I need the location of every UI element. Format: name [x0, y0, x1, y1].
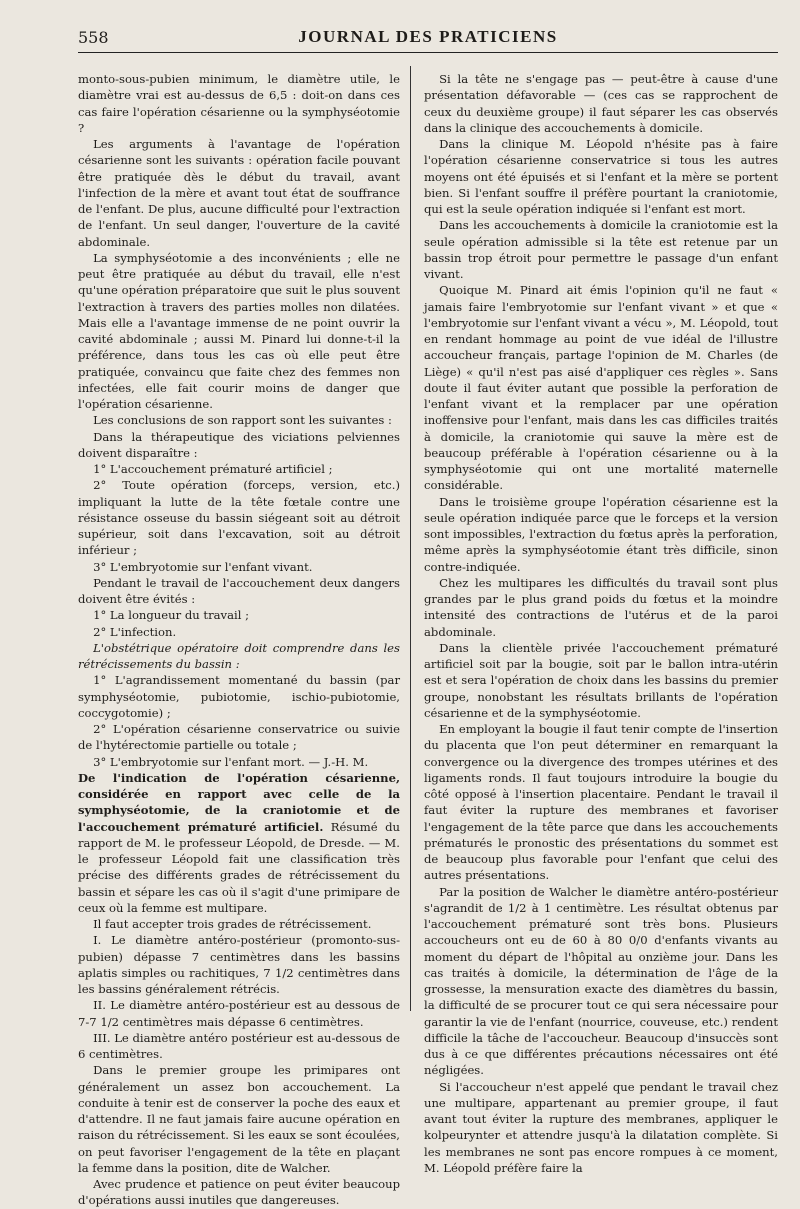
paragraph: Il faut accepter trois grades de rétrécissement.: [93, 917, 372, 931]
paragraph: III. Le diamètre antéro postérieur est au-dessous de 6 centimètres.: [78, 1030, 400, 1061]
paragraph: Chez les multipares les difficultés du travail sont plus grandes par le plus grand poids du fœtus et la moindre intensité des contractions de l'utérus et de la paroi abdominale.: [424, 575, 778, 639]
paragraph: 3° L'embryotomie sur l'enfant vivant.: [93, 559, 313, 574]
paragraph: 2° L'infection.: [93, 624, 177, 639]
paragraph: 1° L'agrandissement momentané du bassin (par symphyséotomie, pubiotomie, ischio-pubiotomie, coccygotomie) ;: [78, 673, 400, 720]
paragraph: L'obstétrique opératoire doit comprendre dans les rétrécissements du bassin :: [78, 640, 400, 671]
paragraph: Dans la clinique M. Léopold n'hésite pas à faire l'opération césarienne conservatrice si tous les autres moyens ont été épuisés et si l'enfant et la mère se portent bien. Si l'enfant souffre il préfère pourtant la craniotomie, qui est la seule opération indiquée si l'enfant est mort.: [424, 137, 778, 216]
paragraph: Dans le troisième groupe l'opération césarienne est la seule opération indiquée parce que le forceps et la version sont impossibles, l'extraction du fœtus après la perforation, même après la symphyséotomie étant très difficile, sinon contre-indiquée.: [424, 494, 778, 574]
paragraph: [78, 770, 400, 916]
section-title: De l'indication de l'opération césarienne, considérée en rapport avec celle de la symphyséotomie, de la craniotomie et de l'accouchement prématuré artificiel.: [78, 770, 400, 834]
paragraph: Quoique M. Pinard ait émis l'opinion qu'il ne faut « jamais faire l'embryotomie sur l'enfant vivant » et que « l'embryotomie sur l'enfant vivant a vécu », M. Léopold, tout en rendant hommage au point de vue idéal de l'illustre accoucheur français, partage l'opinion de M. Charles (de Liège) « qu'il n'est pas aisé d'appliquer ces règles ». Sans doute il faut éviter autant que possible la perforation de l'enfant vivant et la remplacer par une opération inoffensive pour l'enfant, mais dans les cas difficiles traités à domicile, la craniotomie qui sauve la mère est de beaucoup préférable à l'opération césarienne ou à la symphyséotomie qui ont une mortalité maternelle considérable.: [424, 283, 778, 493]
paragraph: monto-sous-pubien minimum, le diamètre utile, le diamètre vrai est au-dessus de 6,5 : doit-on dans ces cas faire l'opération césarienne ou la symphyséotomie ?: [78, 72, 400, 135]
paragraph: 1° La longueur du travail ;: [93, 608, 249, 623]
left-column: [78, 71, 400, 1209]
paragraph: Avec prudence et patience on peut éviter beaucoup d'opérations aussi inutiles que dangereuses.: [78, 1177, 400, 1208]
right-column: [424, 71, 778, 1176]
paragraph: Dans le premier groupe les primipares ont généralement un assez bon accouchement. La conduite à tenir est de conserver la poche des eaux et d'attendre. Il ne faut jamais faire aucune opération en raison du rétrécissement. Si les eaux se sont écoulées, on peut favoriser l'engagement de la tête en plaçant la femme dans la position, dite de Walcher.: [78, 1063, 400, 1175]
section-text: Résumé du rapport de M. le professeur Léopold, de Dresde. — M. le professeur Léopold fait une classification très précise des différents grades de rétrécissement du bassin et sépare les cas où il s'agit d'une primipare de ceux où la femme est multipare.: [78, 819, 400, 915]
column-divider: [410, 66, 411, 1011]
paragraph: II. Le diamètre antéro-postérieur est au dessous de 7-7 1/2 centimètres mais dépasse 6 centimètres.: [78, 998, 400, 1029]
paragraph: Dans la clientèle privée l'accouchement prématuré artificiel soit par la bougie, soit par le ballon intra-utérin est et sera l'opération de choix dans les bassins du premier groupe, nonobstant les résultats brillants de l'opération césarienne et de la symphyséotomie.: [424, 640, 778, 720]
paragraph: Si l'accoucheur n'est appelé que pendant le travail chez une multipare, appartenant au premier groupe, il faut avant tout éviter la rupture des membranes, appliquer le kolpeurynter et attendre jusqu'à la dilatation complète. Si les membranes ne sont pas encore rompues à ce moment, M. Léopold préfère faire la: [424, 1079, 778, 1175]
paragraph: Par la position de Walcher le diamètre antéro-postérieur s'agrandit de 1/2 à 1 centimètre. Les résultat obtenus par l'accouchement prématuré sont très bons. Plusieurs accoucheurs ont eu de 60 à 80 0/0 d'enfants vivants au moment du départ de l'hôpital au onzième jour. Dans les cas traités à domicile, la détermination de l'âge de la grossesse, la mensuration exacte des diamètres du bassin, la difficulté de se procurer tout ce qui sera nécessaire pour garantir la vie de l'enfant (nourrice, couveuse, etc.) rendent difficile la tâche de l'accoucheur. Beaucoup d'insuccès sont dus à ce que différentes précautions nécessaires ont été négligées.: [424, 884, 778, 1078]
page-header: [78, 22, 778, 53]
paragraph: Dans la thérapeutique des viciations pelviennes doivent disparaître :: [78, 429, 400, 460]
paragraph: 2° Toute opération (forceps, version, etc.) impliquant la lutte de la tête fœtale contre une résistance osseuse du bassin siégeant soit au détroit supérieur, soit dans l'excavation, soit au détroit inférieur ;: [78, 478, 400, 558]
paragraph: 1° L'accouchement prématuré artificiel ;: [93, 462, 333, 476]
paragraph: 3° L'embryotomie sur l'enfant mort. — J.-H. M.: [93, 754, 369, 769]
paragraph: Les arguments à l'avantage de l'opération césarienne sont les suivants : opération facile pouvant être pratiquée dès le début du travail, avant l'infection de la mère et avant tout état de souffrance de l'enfant. De plus, aucune difficulté pour l'extraction de l'enfant. Un seul danger, l'ouverture de la cavité abdominale.: [78, 137, 400, 249]
journal-title: JOURNAL DES PRATICIENS: [298, 27, 558, 46]
paragraph: Dans les accouchements à domicile la craniotomie est la seule opération admissible si la tête est retenue par un bassin trop étroit pour permettre le passage d'un enfant vivant.: [424, 218, 778, 281]
paragraph: Les conclusions de son rapport sont les suivantes :: [93, 413, 392, 428]
paragraph: 2° L'opération césarienne conservatrice ou suivie de l'hytérectomie partielle ou totale ;: [78, 722, 400, 753]
paragraph: I. Le diamètre antéro-postérieur (promonto-sus-pubien) dépasse 7 centimètres dans les bassins aplatis simples ou rachitiques, 7 1/2 centimètres dans les bassins généralement rétrécis.: [78, 933, 400, 996]
paragraph: En employant la bougie il faut tenir compte de l'insertion du placenta que l'on peut déterminer en remarquant la convergence ou la divergence des trompes utérines et des ligaments ronds. Il faut toujours introduire la bougie du côté opposé à l'insertion placentaire. Pendant le travail il faut éviter la rupture des membranes et favoriser l'engagement de la tête parce que dans les accouchements prématurés le pronostic des présentations du sommet est de beaucoup plus favorable pour l'enfant que celui des autres présentations.: [424, 722, 778, 883]
paragraph: La symphyséotomie a des inconvénients ; elle ne peut être pratiquée au début du travail, elle n'est qu'une opération préparatoire que suit le plus souvent l'extraction à travers des parties molles non dilatées. Mais elle a l'avantage immense de ne point ouvrir la cavité abdominale ; aussi M. Pinard lui donne-t-il la préférence, dans tous les cas où elle peut être pratiquée, convaincu que faite chez des femmes non infectées, elle fait courir moins de danger que l'opération césarienne.: [78, 250, 400, 411]
paragraph: Si la tête ne s'engage pas — peut-être à cause d'une présentation défavorable — (ces cas se rapprochent de ceux du deuxième groupe) il faut séparer les cas observés dans la clinique des accouchements à domicile.: [424, 72, 778, 135]
page-number: 558: [78, 28, 109, 47]
paragraph: Pendant le travail de l'accouchement deux dangers doivent être évités :: [78, 575, 400, 606]
